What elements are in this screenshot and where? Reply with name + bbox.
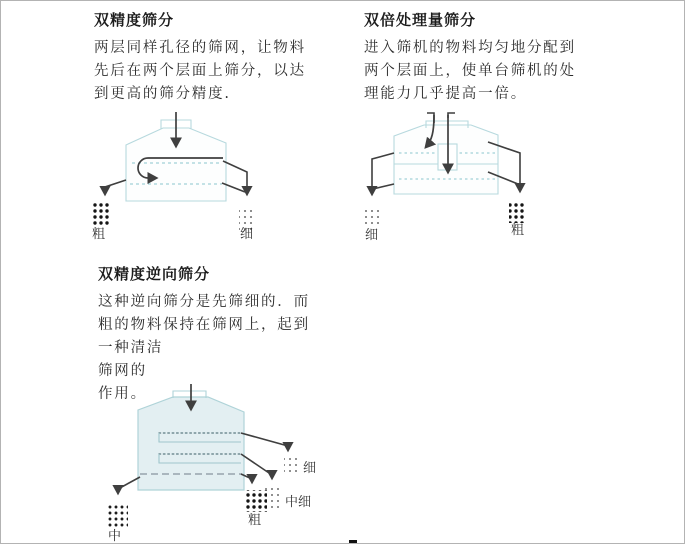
body-line: 两个层面上，使单台筛机的处 — [364, 63, 576, 79]
coarse-output-arrow-icon — [105, 180, 126, 194]
coarse-dots — [509, 201, 526, 223]
body-line: 一种清洁 — [98, 340, 164, 356]
medium-dots — [106, 505, 128, 527]
medium-fine-output-arrow-icon — [241, 454, 272, 478]
output-label-medium: 中 — [108, 529, 122, 544]
section-double-precision-text — [94, 11, 306, 106]
fine-dots — [365, 206, 382, 228]
fine-dots — [284, 458, 301, 474]
body-line: 到更高的筛分精度. — [94, 86, 231, 102]
body-line: 粗的物料保持在筛网上，起到 — [98, 317, 310, 333]
output-label-coarse: 粗 — [92, 227, 106, 242]
section-double-capacity-text — [364, 11, 576, 106]
output-label-fine: 细 — [365, 228, 379, 243]
coarse-dots — [93, 203, 110, 225]
diagram-double-precision — [86, 106, 271, 241]
fine-output-arrow-icon — [223, 161, 247, 194]
inlet-pipe-right — [448, 113, 455, 118]
body-line: 这种逆向筛分是先筛细的．而 — [98, 294, 310, 310]
fine-output-arrow-icon — [241, 433, 288, 450]
page-artifact-mark — [349, 540, 357, 543]
body-line: 两层同样孔径的筛网，让物料 — [94, 40, 306, 56]
body-line: 作用。 — [98, 386, 147, 402]
output-label-medium-fine: 中细 — [285, 495, 312, 510]
diagram-double-capacity — [351, 106, 541, 241]
body-line: 进入筛机的物料均匀地分配到 — [364, 40, 576, 56]
output-label-coarse: 粗 — [248, 513, 262, 528]
body-line: 先后在两个层面上筛分，以达 — [94, 63, 306, 79]
diagram-reverse-screening — [101, 384, 331, 544]
section-title: 双倍处理量筛分 — [364, 11, 477, 29]
output-label-coarse: 粗 — [511, 223, 525, 238]
body-line: 筛网的 — [98, 363, 147, 379]
section-title: 双精度筛分 — [94, 11, 175, 29]
machine-body — [138, 397, 244, 490]
medium-fine-dots — [265, 488, 282, 510]
medium-output-arrow-icon — [118, 477, 140, 493]
section-title: 双精度逆向筛分 — [98, 265, 211, 283]
output-label-fine: 细 — [240, 227, 254, 242]
fine-output-line — [373, 184, 394, 189]
body-line: 理能力几乎提高一倍。 — [364, 86, 527, 102]
coarse-dots — [245, 490, 267, 512]
output-label-fine: 细 — [303, 461, 317, 476]
